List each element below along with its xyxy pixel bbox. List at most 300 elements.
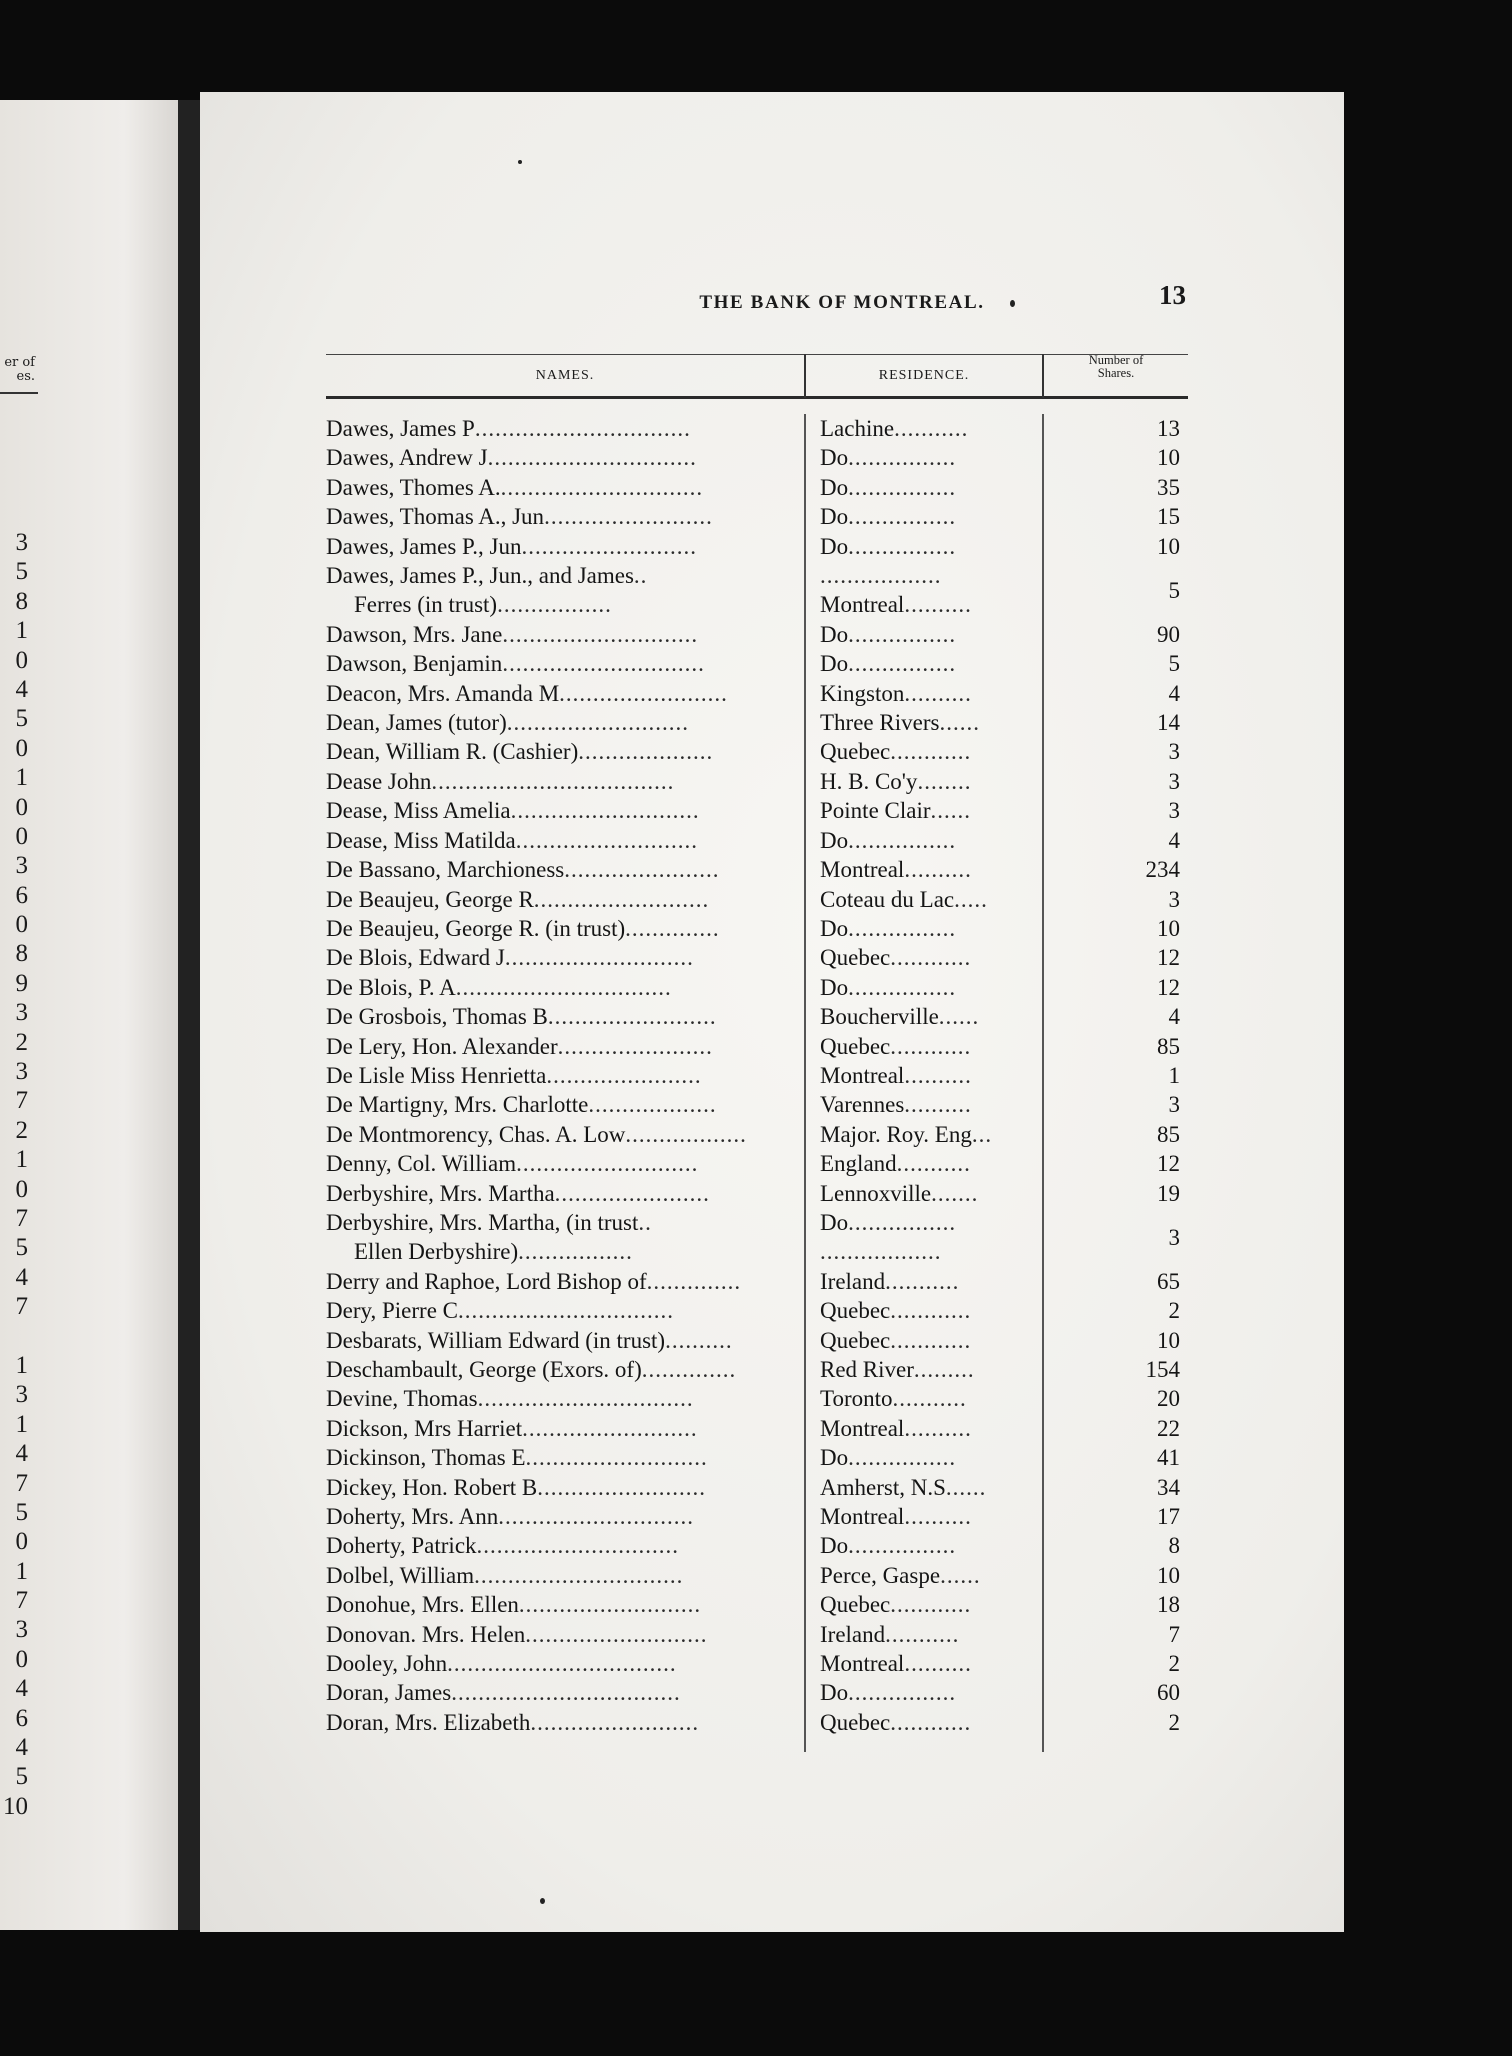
shareholder-name (326, 826, 804, 855)
name-text: Ferres (in trust) (354, 592, 498, 618)
shareholder-name (326, 414, 804, 443)
residence (804, 620, 1052, 649)
previous-page-share-number: 7 (15, 1293, 28, 1321)
dot-leader: ............ (890, 1709, 972, 1735)
table-row (326, 1090, 1188, 1119)
shares (1052, 1561, 1188, 1590)
shares-text: 60 (1157, 1680, 1180, 1706)
previous-page-share-number: 4 (15, 1675, 28, 1703)
shares (1052, 1061, 1188, 1090)
dot-leader: ........... (896, 1151, 971, 1177)
previous-page-share-number: 2 (15, 1028, 28, 1056)
dot-leader: ...... (940, 1562, 981, 1588)
name-text: Donohue, Mrs. Ellen (326, 1592, 519, 1618)
shareholder-name (326, 1326, 804, 1355)
shares (1052, 620, 1188, 649)
ledger-page (200, 92, 1344, 1932)
dot-leader: ............................ (510, 798, 700, 824)
table-row (326, 1443, 1188, 1472)
shareholder-name (326, 885, 804, 914)
dot-leader: .......... (904, 592, 972, 618)
name-text: Derbyshire, Mrs. Martha (326, 1180, 555, 1206)
shares (1052, 1443, 1188, 1472)
table-row (326, 796, 1188, 825)
shares (1052, 1120, 1188, 1149)
previous-page-share-number: 3 (15, 1616, 28, 1644)
shares (1052, 679, 1188, 708)
shares (1052, 1649, 1188, 1678)
dot-leader: ...... (930, 798, 972, 824)
previous-page-share-number: 7 (15, 1587, 28, 1615)
dot-leader: .......... (665, 1327, 733, 1353)
shareholder-name (326, 1384, 804, 1413)
shares-text: 7 (1168, 1621, 1180, 1647)
residence (804, 1355, 1052, 1384)
table-row (326, 561, 1188, 590)
table-row (326, 1149, 1188, 1178)
page-number: 13 (1159, 280, 1186, 310)
page-title: THE BANK OF MONTREAL. (699, 292, 985, 313)
dot-leader: ........... (892, 1386, 967, 1412)
shares-text: 5 (1168, 651, 1180, 677)
name-text: Derbyshire, Mrs. Martha, (in trust (326, 1209, 639, 1235)
table-row (326, 1179, 1188, 1208)
residence (804, 414, 1052, 443)
shareholder-name (326, 1708, 804, 1737)
shares (1052, 1208, 1188, 1267)
residence-text: Do (820, 1209, 849, 1235)
table-row (326, 1620, 1188, 1649)
table-row (326, 1267, 1188, 1296)
residence-text: Lachine (820, 416, 895, 441)
name-text: Dawes, Andrew J (326, 445, 488, 471)
shareholder-name (326, 1267, 804, 1296)
table-row (326, 414, 1188, 443)
residence-text: Do (820, 974, 849, 1000)
shares (1052, 1590, 1188, 1619)
residence (804, 443, 1052, 472)
shareholder-name (326, 1414, 804, 1443)
name-text: De Lery, Hon. Alexander (326, 1033, 558, 1059)
name-text: De Grosbois, Thomas B (326, 1004, 548, 1030)
residence-text: Montreal (820, 857, 905, 883)
dot-leader: .............................. (502, 651, 705, 677)
residence (804, 1326, 1052, 1355)
shares-text: 13 (1157, 416, 1180, 441)
dot-leader: ................ (848, 621, 957, 647)
shares-text: 1 (1168, 1062, 1180, 1088)
residence-text: Quebec (820, 1592, 891, 1618)
residence-text: Varennes (820, 1092, 905, 1118)
name-text: Dickson, Mrs Harriet (326, 1415, 523, 1441)
name-text: De Blois, Edward J (326, 945, 505, 971)
shares-text: 3 (1168, 886, 1180, 912)
dot-leader: ................. (518, 1239, 633, 1265)
shares (1052, 1620, 1188, 1649)
residence-text: Three Rivers (820, 710, 940, 736)
dot-leader: ........... (885, 1621, 960, 1647)
residence-text: Quebec (820, 1298, 891, 1324)
name-text: De Blois, P. A (326, 974, 456, 1000)
dot-leader: ................ (848, 1680, 957, 1706)
shares-text: 4 (1168, 827, 1180, 853)
residence-text: Do (820, 651, 849, 677)
shares-text: 3 (1168, 768, 1180, 794)
shares (1052, 767, 1188, 796)
previous-page-shares-heading: er of es. (4, 355, 35, 384)
residence-text: Amherst, N.S (820, 1474, 946, 1500)
residence (804, 1649, 1052, 1678)
dot-leader: ............................ (504, 945, 694, 971)
shares (1052, 1355, 1188, 1384)
residence-text: Quebec (820, 739, 891, 765)
name-text: Dery, Pierre C (326, 1298, 458, 1324)
residence (804, 708, 1052, 737)
dot-leader: ................ (848, 651, 957, 677)
shareholder-name (326, 502, 804, 531)
residence (804, 1620, 1052, 1649)
shareholder-name (326, 1355, 804, 1384)
previous-page-share-number (3, 1322, 28, 1351)
dot-leader: ................ (848, 504, 957, 530)
residence-continuation (804, 590, 1052, 619)
previous-page-share-number: 0 (15, 1528, 28, 1556)
dot-leader: .............................. (500, 474, 704, 500)
dot-leader: ........................... (515, 827, 698, 853)
residence-text: H. B. Co'y (820, 768, 918, 794)
table-row (326, 1502, 1188, 1531)
name-text: Desbarats, William Edward (in trust) (326, 1327, 666, 1353)
shareholder-name (326, 1531, 804, 1560)
dot-leader: ................................ (458, 1298, 674, 1324)
previous-page-share-number: 4 (15, 1440, 28, 1468)
shares-text: 90 (1157, 621, 1180, 647)
dot-leader: ... (971, 1121, 993, 1147)
shares-text: 3 (1168, 798, 1180, 824)
shareholder-name (326, 473, 804, 502)
dot-leader: .................. (625, 1121, 747, 1147)
shares (1052, 796, 1188, 825)
shares-text: 3 (1168, 739, 1180, 765)
shares-text: 10 (1157, 915, 1180, 941)
residence-text: Montreal (820, 1415, 905, 1441)
shareholder-name (326, 649, 804, 678)
dot-leader: ............................. (498, 1504, 695, 1530)
shares-text: 12 (1157, 945, 1180, 971)
dot-leader: ...... (938, 1004, 980, 1030)
shareholder-name (326, 737, 804, 766)
dot-leader: ......................... (544, 504, 713, 530)
name-text: Dawes, James P (326, 416, 475, 441)
table-row (326, 1355, 1188, 1384)
previous-page-share-number: 6 (15, 1704, 28, 1732)
residence (804, 1590, 1052, 1619)
dot-leader: ................ (848, 1533, 957, 1559)
paper-speck (540, 1898, 545, 1904)
previous-page-share-number: 6 (15, 881, 28, 909)
residence-text: Do (820, 621, 849, 647)
shares (1052, 532, 1188, 561)
table-row (326, 1326, 1188, 1355)
residence (804, 855, 1052, 884)
previous-page-share-number: 0 (15, 822, 28, 850)
residence (804, 826, 1052, 855)
book-gutter (178, 100, 200, 1930)
residence-continuation (804, 1237, 1052, 1266)
shares-text: 35 (1157, 474, 1180, 500)
dot-leader: ......................... (547, 1004, 717, 1030)
shares-text: 15 (1157, 504, 1180, 530)
shares (1052, 973, 1188, 1002)
shareholder-table-body (326, 414, 1188, 1737)
dot-leader: ........................... (525, 1445, 708, 1471)
shares-text: 12 (1157, 1151, 1180, 1177)
dot-leader: ........................... (516, 1151, 699, 1177)
shares-text: 3 (1168, 1224, 1180, 1250)
shares-column-heading: Number of Shares. (1088, 353, 1144, 380)
paper-speck (518, 160, 522, 164)
residence-text: Quebec (820, 1033, 891, 1059)
dot-leader: .......... (904, 1415, 972, 1441)
shares (1052, 1531, 1188, 1560)
dot-leader: .......................... (521, 533, 697, 559)
shares-text: 85 (1157, 1121, 1180, 1147)
dot-leader: .......... (904, 1062, 972, 1088)
residence-text: Ireland (820, 1268, 886, 1294)
table-row (326, 1561, 1188, 1590)
previous-page-share-number: 4 (15, 1734, 28, 1762)
shareholder-name (326, 532, 804, 561)
dot-leader: .................. (820, 563, 942, 589)
residence-text: Red River (820, 1357, 914, 1382)
shares (1052, 943, 1188, 972)
name-text: Deacon, Mrs. Amanda M (326, 680, 560, 706)
residence-text: Major. Roy. Eng (820, 1121, 972, 1147)
dot-leader: .. (638, 1209, 652, 1235)
shareholder-name (326, 1208, 804, 1237)
name-text: Dawes, Thomes A. (326, 474, 501, 500)
dot-leader: ......................... (559, 680, 728, 706)
residence-text: Kingston (820, 680, 905, 706)
dot-leader: ................................ (474, 416, 691, 441)
dot-leader: ........................... (525, 1621, 708, 1647)
shareholder-name (326, 796, 804, 825)
dot-leader: .......... (904, 1092, 972, 1118)
dot-leader: .................. (820, 1239, 942, 1265)
table-row (326, 502, 1188, 531)
shares (1052, 855, 1188, 884)
name-text: Dawes, James P., Jun (326, 533, 522, 559)
shares (1052, 708, 1188, 737)
table-row (326, 1061, 1188, 1090)
shares-text: 4 (1168, 680, 1180, 706)
previous-page-share-number: 3 (15, 1381, 28, 1409)
name-text: Devine, Thomas (326, 1386, 478, 1412)
residence (804, 473, 1052, 502)
dot-leader: ..... (954, 886, 988, 912)
residence-text: Montreal (820, 1062, 905, 1088)
previous-page-share-number: 1 (15, 1557, 28, 1585)
shareholder-name (326, 1149, 804, 1178)
residence (804, 1296, 1052, 1325)
residence-text: Quebec (820, 1709, 891, 1735)
shareholder-name (326, 1678, 804, 1707)
previous-page-share-number: 2 (15, 1116, 28, 1144)
name-text: Doherty, Patrick (326, 1533, 477, 1559)
shareholder-name (326, 1090, 804, 1119)
shareholder-table (326, 414, 1188, 1737)
dot-leader: ............ (890, 1033, 972, 1059)
shares-text: 19 (1157, 1180, 1180, 1206)
dot-leader: ........... (885, 1268, 960, 1294)
dot-leader: ........................... (506, 710, 689, 736)
previous-page-share-number: 4 (15, 1263, 28, 1291)
dot-leader: ............ (890, 1327, 972, 1353)
shares (1052, 914, 1188, 943)
table-row (326, 1414, 1188, 1443)
shares-text: 234 (1145, 857, 1180, 883)
residence (804, 1208, 1052, 1237)
shares-text: 10 (1157, 533, 1180, 559)
table-row (326, 943, 1188, 972)
residence (804, 1678, 1052, 1707)
residence (804, 1149, 1052, 1178)
residence (804, 1179, 1052, 1208)
residence-text: England (820, 1151, 897, 1177)
shares-text: 2 (1168, 1651, 1180, 1677)
table-row (326, 1708, 1188, 1737)
residence (804, 1061, 1052, 1090)
dot-leader: ........................... (518, 1592, 702, 1618)
shares (1052, 473, 1188, 502)
dot-leader: ............ (890, 1592, 972, 1618)
table-row (326, 708, 1188, 737)
name-text: Doran, James (326, 1680, 452, 1706)
name-text: Dolbel, William (326, 1562, 475, 1588)
shares (1052, 1384, 1188, 1413)
dot-leader: ................................ (477, 1386, 694, 1412)
previous-page-share-number: 0 (15, 793, 28, 821)
name-text: Dease, Miss Amelia (326, 798, 511, 824)
shares-text: 14 (1157, 710, 1180, 736)
name-text: De Beaujeu, George R. (in trust) (326, 915, 626, 941)
shares-text: 5 (1168, 577, 1180, 603)
table-row (326, 1590, 1188, 1619)
table-row (326, 443, 1188, 472)
residence-text: Lennoxville (820, 1180, 932, 1206)
names-column-heading: NAMES. (535, 368, 595, 383)
table-row (326, 737, 1188, 766)
shares-text: 85 (1157, 1033, 1180, 1059)
shareholder-name (326, 1649, 804, 1678)
residence (804, 943, 1052, 972)
dot-leader: .......... (904, 1651, 972, 1677)
paper-speck (1010, 300, 1015, 307)
shares (1052, 1179, 1188, 1208)
previous-page-share-number: 0 (15, 734, 28, 762)
shareholder-name (326, 561, 804, 590)
table-row (326, 1384, 1188, 1413)
name-text: Dease, Miss Matilda (326, 827, 516, 853)
residence (804, 649, 1052, 678)
residence (804, 1267, 1052, 1296)
residence-text: Montreal (820, 592, 905, 618)
previous-page-share-number: 1 (15, 1351, 28, 1379)
previous-page-share-number: 0 (15, 911, 28, 939)
shares (1052, 561, 1188, 620)
name-text: De Bassano, Marchioness (326, 857, 565, 883)
shareholder-name (326, 767, 804, 796)
residence (804, 885, 1052, 914)
residence-text: Coteau du Lac (820, 886, 955, 912)
residence (804, 737, 1052, 766)
name-text: Dooley, John (326, 1651, 448, 1677)
dot-leader: ................... (588, 1092, 717, 1118)
table-row (326, 620, 1188, 649)
dot-leader: ................................ (455, 974, 672, 1000)
shares-text: 2 (1168, 1709, 1180, 1735)
dot-leader: .. (633, 563, 648, 589)
residence (804, 1032, 1052, 1061)
table-row (326, 885, 1188, 914)
dot-leader: ......................... (530, 1709, 700, 1735)
previous-page-share-number: 3 (15, 1058, 28, 1086)
dot-leader: ........... (894, 416, 969, 441)
previous-page-share-number: 0 (15, 1645, 28, 1673)
table-row (326, 473, 1188, 502)
residence-text: Ireland (820, 1621, 886, 1647)
previous-page-share-number: 1 (15, 764, 28, 792)
dot-leader: .................................... (431, 768, 675, 794)
name-text: Derry and Raphoe, Lord Bishop of (326, 1268, 647, 1294)
shares-text: 10 (1157, 1562, 1180, 1588)
previous-page-share-number: 0 (15, 646, 28, 674)
residence (804, 796, 1052, 825)
shares (1052, 649, 1188, 678)
dot-leader: .................... (578, 739, 714, 765)
dot-leader: ...... (945, 1474, 987, 1500)
shareholder-name (326, 1296, 804, 1325)
shares (1052, 1678, 1188, 1707)
dot-leader: .............. (646, 1268, 742, 1294)
table-row (326, 973, 1188, 1002)
shareholder-name (326, 855, 804, 884)
dot-leader: .................................. (451, 1680, 681, 1706)
names-residence-divider-head (804, 354, 806, 398)
shareholder-name (326, 620, 804, 649)
name-text: Doherty, Mrs. Ann (326, 1504, 499, 1530)
shareholder-name (326, 1590, 804, 1619)
previous-page-share-number: 5 (15, 1763, 28, 1791)
previous-page-share-number: 7 (15, 1087, 28, 1115)
residence (804, 1531, 1052, 1560)
residence-text: Quebec (820, 1327, 891, 1353)
shareholder-name-continuation (326, 590, 804, 619)
dot-leader: .................................. (447, 1651, 677, 1677)
previous-page-edge (0, 100, 178, 1930)
shares (1052, 1708, 1188, 1737)
residence-text: Do (820, 1680, 849, 1706)
shares (1052, 737, 1188, 766)
shares-text: 34 (1157, 1474, 1180, 1500)
residence (804, 973, 1052, 1002)
residence (804, 1708, 1052, 1737)
name-text: Deschambault, George (Exors. of) (326, 1357, 642, 1382)
residence (804, 502, 1052, 531)
residence-text: Do (820, 915, 849, 941)
table-row (326, 1473, 1188, 1502)
shares-text: 12 (1157, 974, 1180, 1000)
